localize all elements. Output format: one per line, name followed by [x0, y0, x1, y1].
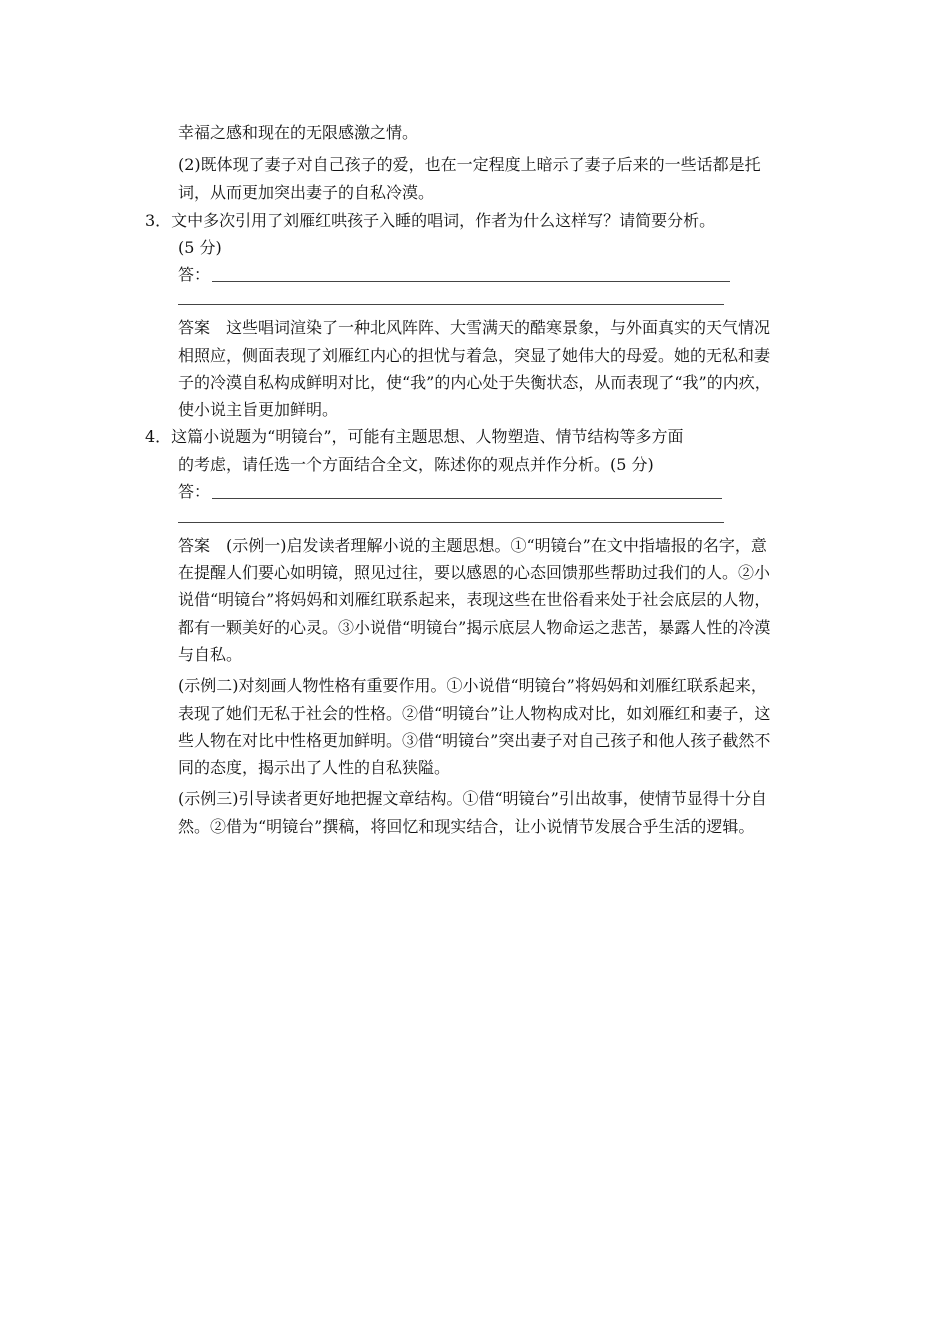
question-3-score: (5 分) [178, 238, 222, 257]
question-3-answer-line: 相照应，侧面表现了刘雁红内心的担忧与着急，突显了她伟大的母爱。她的无私和妻 [178, 346, 771, 365]
question-4-example1-line: 答案 (示例一)启发读者理解小说的主题思想。①“明镜台”在文中指墙报的名字，意 [178, 536, 767, 555]
question-4-example2-line: 表现了她们无私于社会的性格。②借“明镜台”让人物构成对比，如刘雁红和妻子，这 [178, 704, 771, 723]
question-4-prompt-cont: 的考虑，请任选一个方面结合全文，陈述你的观点并作分析。(5 分) [178, 455, 654, 474]
question-4-prompt: 4．这篇小说题为“明镜台”，可能有主题思想、人物塑造、情节结构等多方面 [145, 427, 684, 446]
question-4-example2-line: (示例二)对刻画人物性格有重要作用。①小说借“明镜台”将妈妈和刘雁红联系起来， [178, 676, 767, 695]
question-4-example1-line: 都有一颗美好的心灵。③小说借“明镜台”揭示底层人物命运之悲苦，暴露人性的冷漠 [178, 618, 771, 637]
question-4-example3-line: (示例三)引导读者更好地把握文章结构。①借“明镜台”引出故事，使情节显得十分自 [178, 789, 767, 808]
question-3-answer-label: 答： [178, 265, 211, 284]
answer-blank-line[interactable] [178, 522, 724, 523]
question-4-example2-line: 些人物在对比中性格更加鲜明。③借“明镜台”突出妻子对自己孩子和他人孩子截然不 [178, 731, 771, 750]
question-3-prompt: 3．文中多次引用了刘雁红哄孩子入睡的唱词，作者为什么这样写？请简要分析。 [145, 211, 716, 230]
question-4-example1-line: 说借“明镜台”将妈妈和刘雁红联系起来，表现这些在世俗看来处于社会底层的人物， [178, 590, 771, 609]
answer-blank-line[interactable] [212, 498, 722, 499]
question-4-example3-line: 然。②借为“明镜台”撰稿，将回忆和现实结合，让小说情节发展合乎生活的逻辑。 [178, 817, 755, 836]
prev-answer-line: 词，从而更加突出妻子的自私冷漠。 [178, 183, 435, 202]
answer-blank-line[interactable] [178, 304, 724, 305]
question-3-answer-line: 答案 这些唱词渲染了一种北风阵阵、大雪满天的酷寒景象，与外面真实的天气情况 [178, 318, 771, 337]
question-3-answer-line: 使小说主旨更加鲜明。 [178, 400, 339, 419]
question-4-example2-line: 同的态度，揭示出了人性的自私狭隘。 [178, 758, 451, 777]
question-4-answer-label: 答： [178, 482, 211, 501]
question-4-example1-line: 与自私。 [178, 645, 243, 664]
question-4-example1-line: 在提醒人们要心如明镜，照见过往，要以感恩的心态回馈那些帮助过我们的人。②小 [178, 563, 771, 582]
question-3-answer-line: 子的冷漠自私构成鲜明对比，使“我”的内心处于失衡状态，从而表现了“我”的内疚， [178, 373, 771, 392]
prev-answer-line: 幸福之感和现在的无限感激之情。 [178, 123, 419, 142]
answer-blank-line[interactable] [212, 281, 730, 282]
prev-answer-line: (2)既体现了妻子对自己孩子的爱，也在一定程度上暗示了妻子后来的一些话都是托 [178, 155, 761, 174]
